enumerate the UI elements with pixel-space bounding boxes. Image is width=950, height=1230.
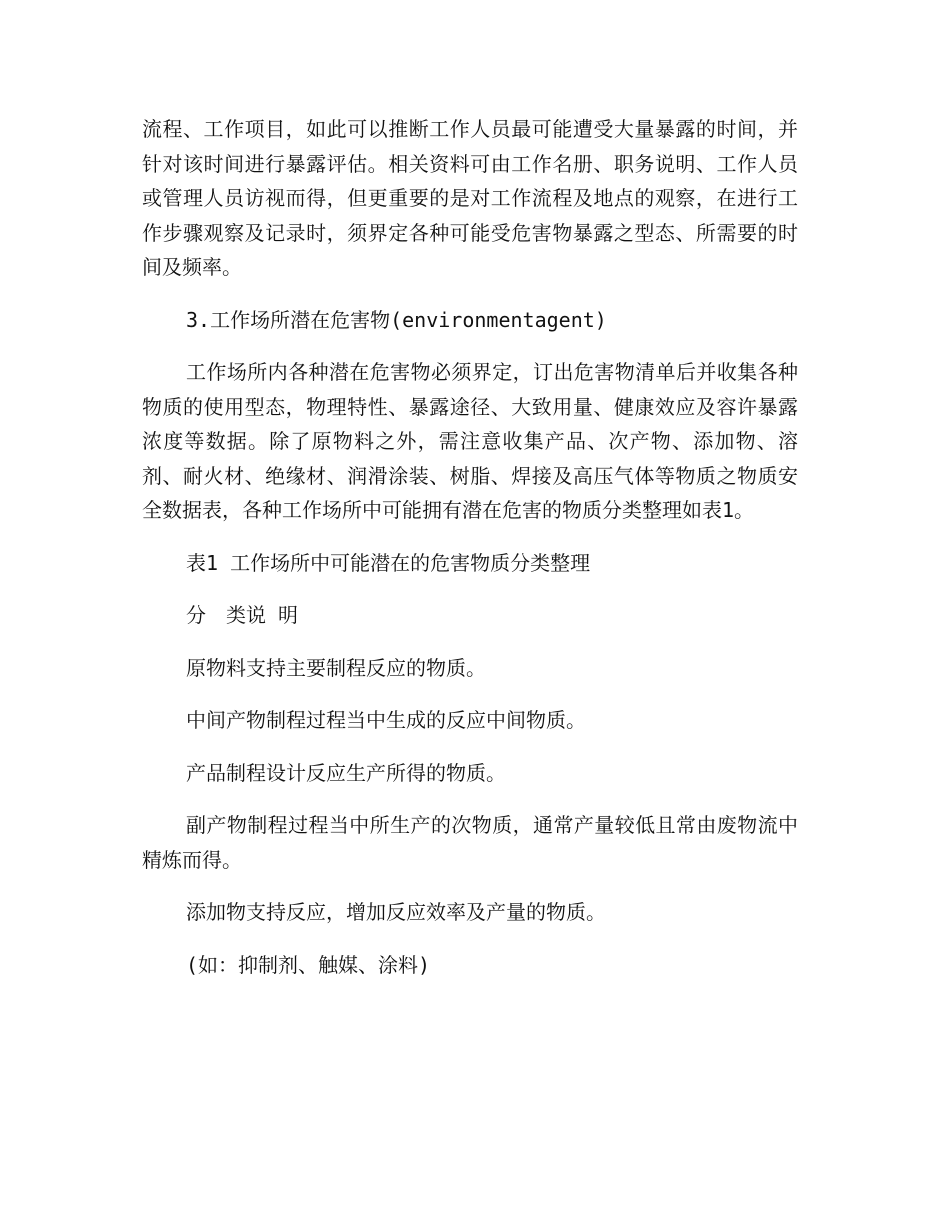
table-row-raw-materials: 原物料支持主要制程反应的物质。 — [186, 655, 486, 680]
table-row-additives-examples: (如：抑制剂、触媒、涂料) — [186, 952, 431, 977]
paragraph-section-body: 工作场所内各种潜在危害物必须界定，订出危害物清单后并收集各种物质的使用型态，物理特性、暴露途径、大致用量、健康效应及容许暴露浓度等数据。除了原物料之外，需注意收集产品、次产物、添加物、溶剂、耐火材、绝缘材、润滑涂装、树脂、焊接及高压气体等物质之物质安全数据表，各种工作场所中可能拥有潜在危害的物质分类整理如表1。 — [142, 360, 798, 522]
table-row-intermediates: 中间产物制程过程当中生成的反应中间物质。 — [186, 708, 586, 732]
table-row-byproducts: 副产物制程过程当中所生产的次物质，通常产量较低且常由废物流中精炼而得。 — [142, 813, 798, 872]
paragraph-intro-continued: 流程、工作项目，如此可以推断工作人员最可能遭受大量暴露的时间，并针对该时间进行暴露评估。相关资料可由工作名册、职务说明、工作人员或管理人员访视而得，但更重要的是对工作流程及地点的观察，在进行工作步骤观察及记录时，须界定各种可能受危害物暴露之型态、所需要的时间及频率。 — [142, 117, 798, 279]
table-header: 分 类说 明 — [186, 603, 299, 627]
table-row-additives: 添加物支持反应，增加反应效率及产量的物质。 — [186, 900, 606, 924]
table-row-products: 产品制程设计反应生产所得的物质。 — [186, 760, 506, 785]
table-caption: 表1 工作场所中可能潜在的危害物质分类整理 — [186, 550, 591, 575]
document-page — [142, 112, 798, 982]
section-heading: 3.工作场所潜在危害物(environmentagent) — [186, 307, 607, 332]
